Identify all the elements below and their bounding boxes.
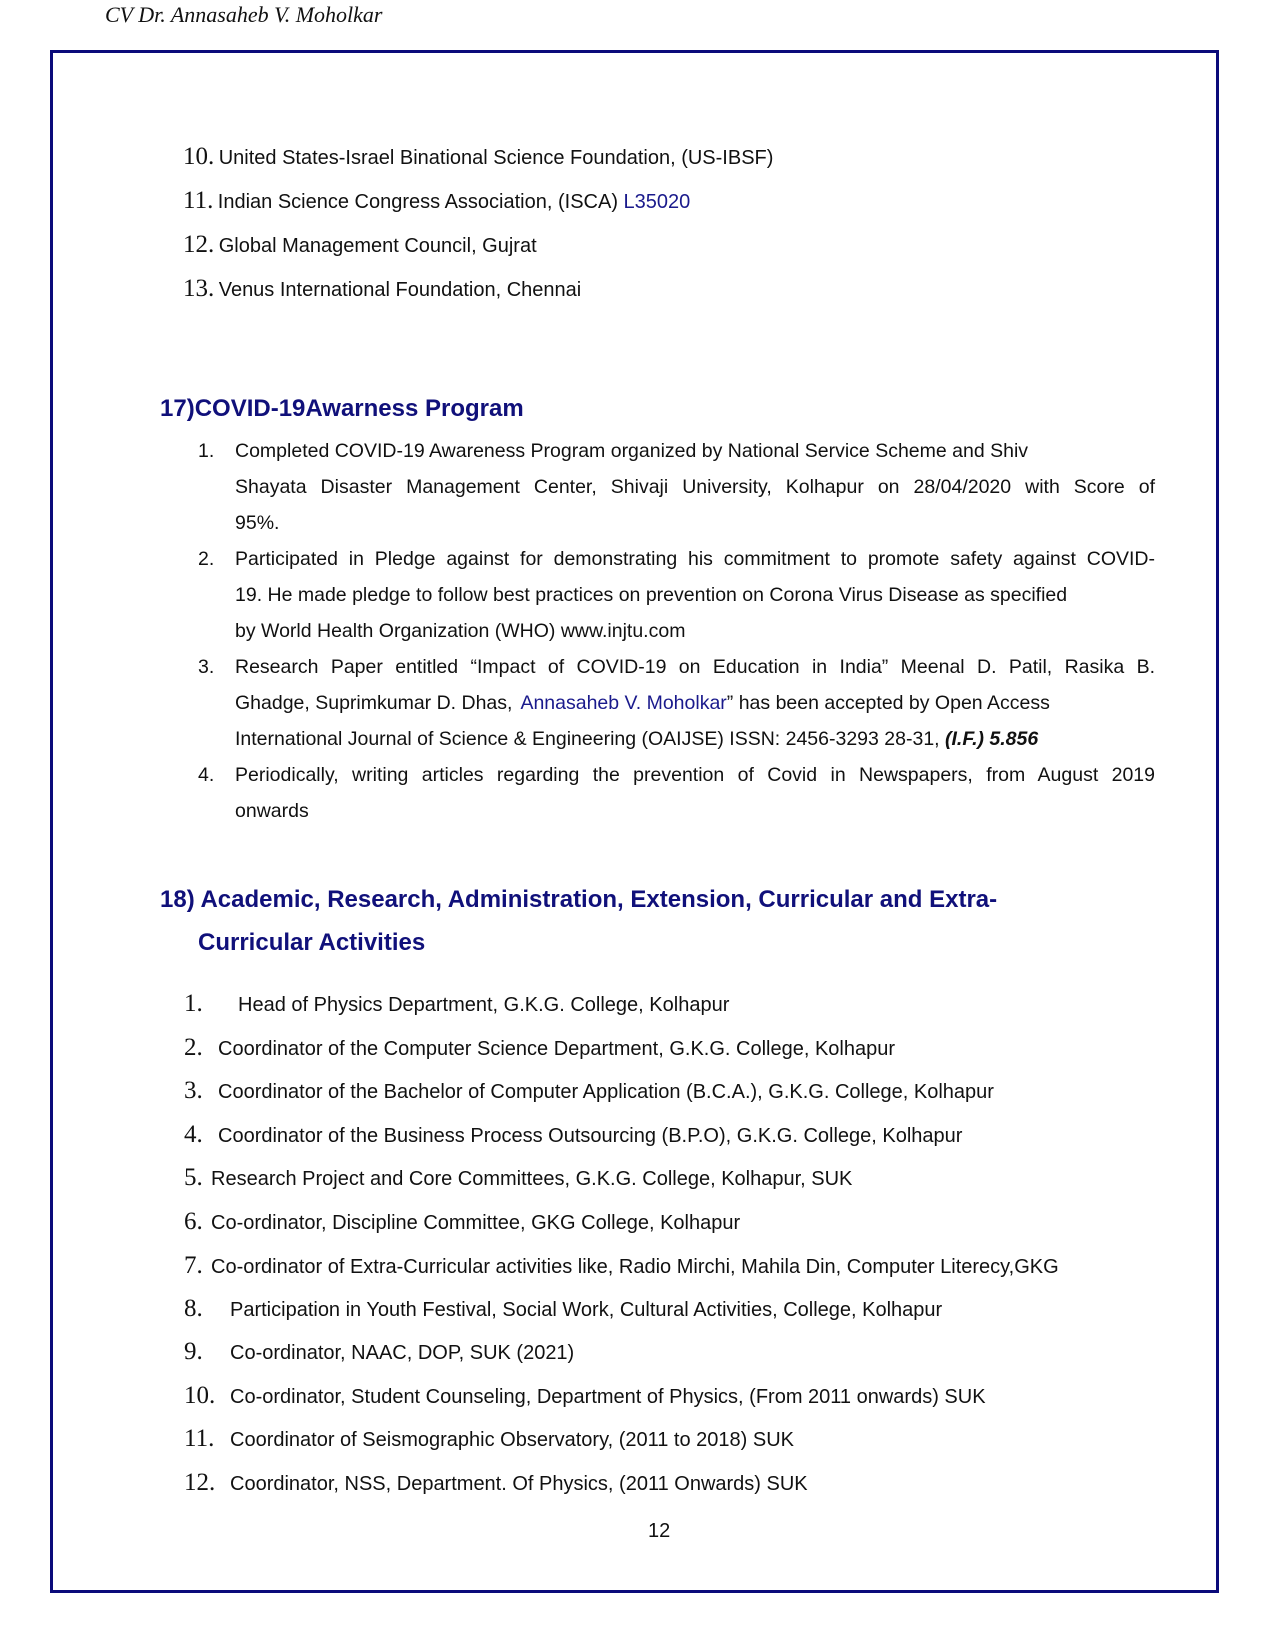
list-text: Coordinator, NSS, Department. Of Physics, (2011 Onwards) SUK <box>230 1473 808 1495</box>
list-text: Head of Physics Department, G.K.G. College, Kolhapur <box>238 994 730 1016</box>
list-item <box>184 1077 994 1105</box>
list-text: by World Health Organization (WHO) www.injtu.com <box>235 620 686 642</box>
list-number: 12. <box>183 231 215 258</box>
author-highlight: Annasaheb V. Moholkar <box>520 692 727 714</box>
list-number: 6. <box>184 1208 203 1235</box>
list-number: 2. <box>184 1034 203 1061</box>
list-item <box>183 187 690 215</box>
list-item <box>184 1338 574 1366</box>
list-number: 3. <box>198 656 215 678</box>
list-item <box>184 1382 986 1410</box>
list-text: Global Management Council, Gujrat <box>218 235 537 257</box>
list-number: 13. <box>183 275 215 302</box>
list-number: 7. <box>184 1252 203 1279</box>
impact-factor: (I.F.) 5.856 <box>945 728 1039 750</box>
membership-id: L35020 <box>623 191 691 213</box>
list-text: 19. He made pledge to follow best practices on prevention on Corona Virus Disease as specified <box>235 584 1068 606</box>
section-heading-covid: 17)COVID-19Awarness Program <box>160 395 524 422</box>
list-item <box>184 990 729 1018</box>
list-number: 12. <box>184 1469 216 1496</box>
list-number: 4. <box>198 764 215 786</box>
list-number: 1. <box>184 990 203 1017</box>
list-number: 10. <box>184 1382 216 1409</box>
list-item <box>184 1164 852 1192</box>
list-text: Co-ordinator of Extra-Curricular activities like, Radio Mirchi, Mahila Din, Computer Literecy,GKG <box>211 1256 1059 1278</box>
author-line <box>512 692 1155 715</box>
list-number: 3. <box>184 1077 203 1104</box>
list-text: International Journal of Science & Engineering (OAIJSE) ISSN: 2456-3293 28-31, <box>235 728 940 750</box>
section-heading-activities-cont: Curricular Activities <box>198 929 426 956</box>
running-header: CV Dr. Annasaheb V. Moholkar <box>105 2 383 27</box>
list-text: United States-Israel Binational Science Foundation, (US-IBSF) <box>218 147 774 169</box>
list-number: 11. <box>183 187 214 214</box>
list-number: 11. <box>184 1425 215 1452</box>
list-text-line <box>235 728 1038 751</box>
list-text: Venus International Foundation, Chennai <box>218 279 582 301</box>
list-number: 9. <box>184 1338 203 1365</box>
list-text: ” has been accepted by Open Access <box>726 692 1050 714</box>
page-number: 12 <box>648 1520 671 1542</box>
list-text-line <box>235 692 1155 715</box>
list-text: Participated in Pledge against for demonstrating his commitment to promote safety against COVID- <box>235 548 1155 570</box>
list-text: Research Project and Core Committees, G.K.G. College, Kolhapur, SUK <box>211 1168 853 1190</box>
list-text: Co-ordinator, NAAC, DOP, SUK (2021) <box>230 1342 575 1364</box>
list-item <box>184 1469 808 1497</box>
list-item <box>184 1295 942 1323</box>
list-text: Coordinator of the Business Process Outsourcing (B.P.O), G.K.G. College, Kolhapur <box>218 1125 963 1147</box>
list-number: 4. <box>184 1121 203 1148</box>
list-text: Research Paper entitled “Impact of COVID-19 on Education in India” Meenal D. Patil, Rasika B. <box>235 656 1155 678</box>
list-number: 2. <box>198 548 215 570</box>
list-item <box>183 275 581 303</box>
list-text: Shayata Disaster Management Center, Shivaji University, Kolhapur on 28/04/2020 with Score of <box>235 476 1155 498</box>
list-text: Coordinator of the Bachelor of Computer Application (B.C.A.), G.K.G. College, Kolhapur <box>218 1081 994 1103</box>
list-item <box>184 1121 962 1149</box>
list-number: 1. <box>198 440 215 462</box>
list-number: 10. <box>183 143 215 170</box>
list-item <box>183 231 537 259</box>
list-text: Co-ordinator, Discipline Committee, GKG College, Kolhapur <box>211 1212 741 1234</box>
list-text: Completed COVID-19 Awareness Program organized by National Service Scheme and Shiv <box>235 440 1029 462</box>
list-item <box>184 1425 794 1453</box>
list-item <box>184 1034 895 1062</box>
list-item <box>184 1252 1059 1280</box>
list-text: Periodically, writing articles regarding the prevention of Covid in Newspapers, from August 2019 <box>235 764 1155 786</box>
list-text: onwards <box>235 800 309 822</box>
list-text: Indian Science Congress Association, (ISCA) <box>217 191 624 213</box>
list-number: 8. <box>184 1295 203 1322</box>
list-text: 95%. <box>235 512 280 534</box>
list-text: Coordinator of Seismographic Observatory, (2011 to 2018) SUK <box>230 1429 794 1451</box>
list-text: Co-ordinator, Student Counseling, Department of Physics, (From 2011 onwards) SUK <box>230 1386 986 1408</box>
list-text: Participation in Youth Festival, Social Work, Cultural Activities, College, Kolhapur <box>230 1299 943 1321</box>
list-text: Ghadge, Suprimkumar D. Dhas, <box>235 692 513 714</box>
list-item <box>184 1208 740 1236</box>
section-heading-activities: 18) Academic, Research, Administration, Extension, Curricular and Extra- <box>160 886 998 913</box>
list-item <box>183 143 773 171</box>
list-number: 5. <box>184 1164 203 1191</box>
list-text: Coordinator of the Computer Science Department, G.K.G. College, Kolhapur <box>218 1038 896 1060</box>
